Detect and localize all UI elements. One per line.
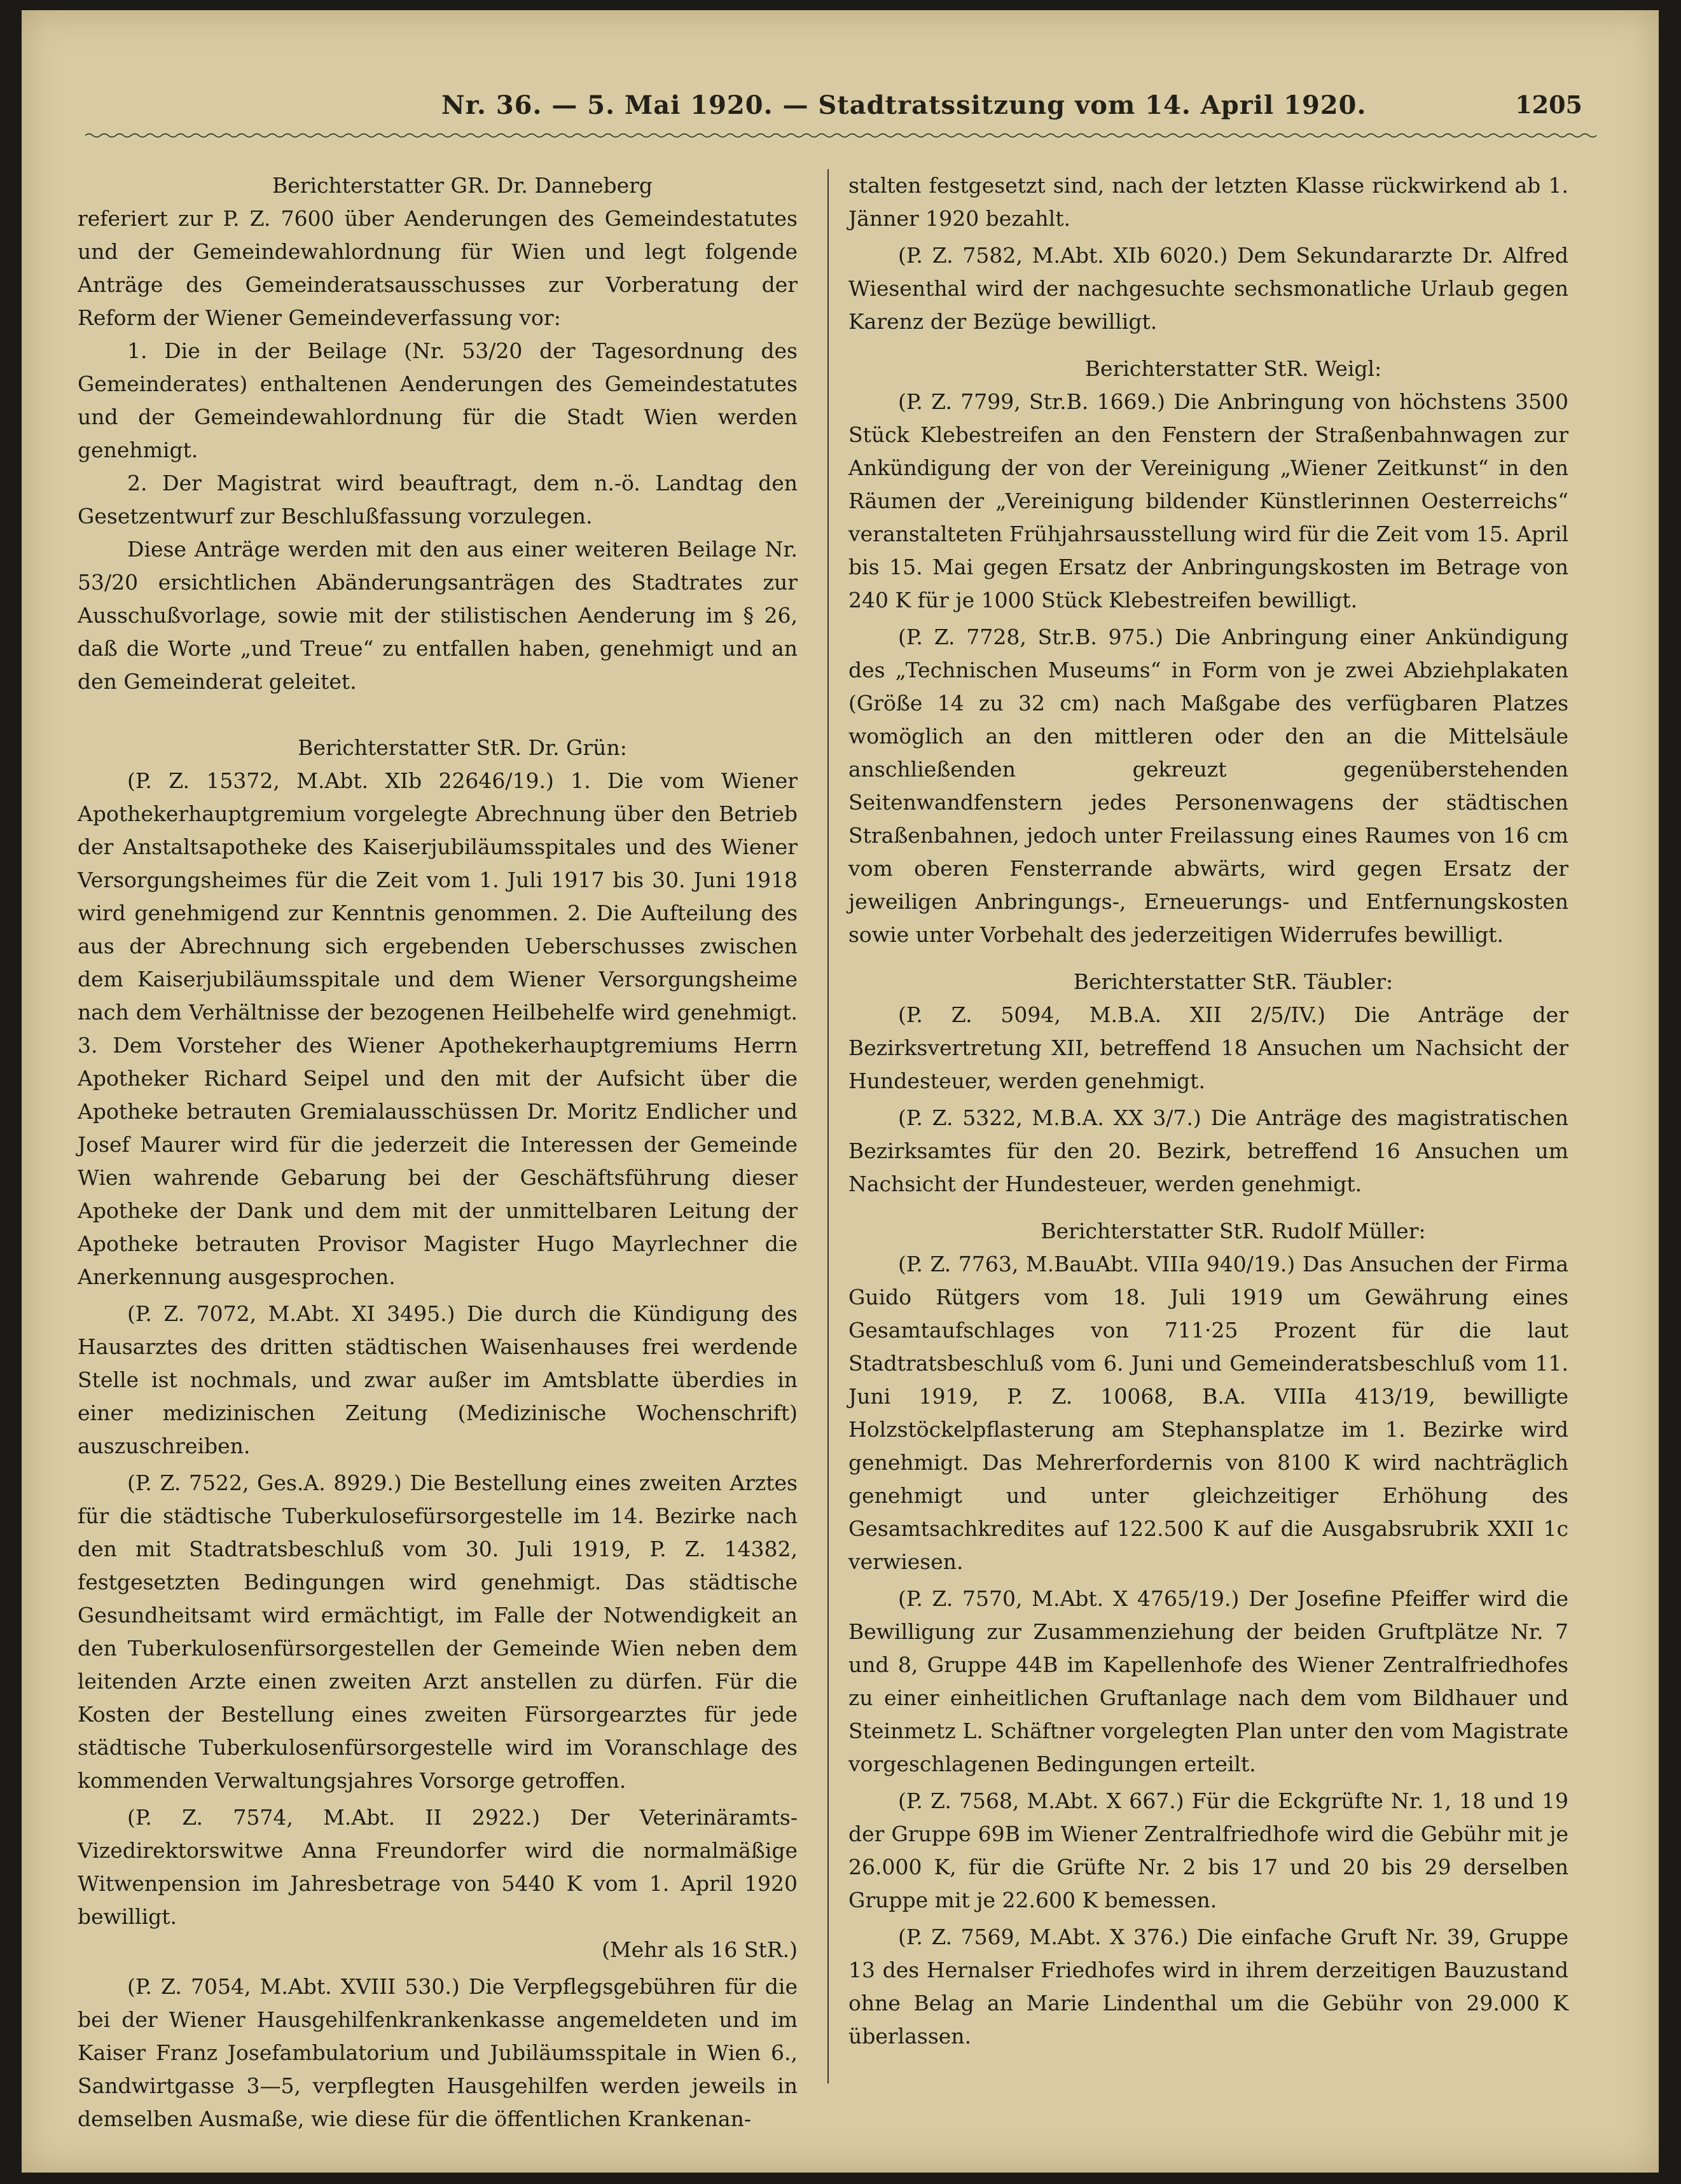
header-title: Nr. 36. — 5. Mai 1920. — Stadtratssitzung vom 14. April 1920. bbox=[441, 90, 1367, 120]
reporter-heading-gruen: Berichterstatter StR. Dr. Grün: bbox=[298, 735, 627, 760]
paragraph: (P. Z. 7569, M.Abt. X 376.) Die einfache Gruft Nr. 39, Gruppe 13 des Hernalser Friedhofes wird in ihrem derzeitigen Bauzustand ohne Belag an Marie Lindenthal um die Gebühr von 29.000 K überlassen. bbox=[848, 1925, 1568, 2049]
page-header bbox=[85, 79, 1608, 123]
reporter-heading-danneberg: Berichterstatter GR. Dr. Danneberg bbox=[272, 173, 653, 198]
paragraph: 1. Die in der Beilage (Nr. 53/20 der Tagesordnung des Gemeinderates) enthaltenen Aenderungen des Gemeindestatutes und der Gemeindewahlordnung für die Stadt Wien werden genehmigt. bbox=[78, 338, 798, 462]
paragraph: (P. Z. 5094, M.B.A. XII 2/5/IV.) Die Anträge der Bezirksvertretung XII, betreffend 18 Ansuchen um Nachsicht der Hundesteuer, werden genehmigt. bbox=[848, 1002, 1568, 1093]
paragraph: (P. Z. 7568, M.Abt. X 667.) Für die Eckgrüfte Nr. 1, 18 und 19 der Gruppe 69B im Wiener Zentralfriedhofe wird die Gebühr mit je 26.000 K, für die Grüfte Nr. 2 bis 17 und 20 bis 29 derselben Gruppe mit je 22.600 K bemessen. bbox=[848, 1788, 1568, 1912]
left-column bbox=[78, 169, 798, 2136]
paragraph: (P. Z. 5322, M.B.A. XX 3/7.) Die Anträge des magistratischen Bezirksamtes für den 20. Bezirk, betreffend 16 Ansuchen um Nachsicht der Hundesteuer, werden genehmigt. bbox=[848, 1105, 1568, 1196]
paragraph: referiert zur P. Z. 7600 über Aenderungen des Gemeindestatutes und der Gemeindewahlordnung für Wien und legt folgende Anträge des Gemeinderatsausschusses zur Vorberatung der Reform der Wiener Gemeindeverfassung vor: bbox=[78, 206, 798, 330]
page-number: 1205 bbox=[1515, 90, 1582, 119]
column-divider bbox=[827, 169, 829, 2084]
paragraph: (P. Z. 7582, M.Abt. XIb 6020.) Dem Sekundararzte Dr. Alfred Wiesenthal wird der nachgesuchte sechsmonatliche Urlaub gegen Karenz der Bezüge bewilligt. bbox=[848, 243, 1568, 334]
right-column bbox=[848, 169, 1568, 2053]
paragraph: (P. Z. 7799, Str.B. 1669.) Die Anbringung von höchstens 3500 Stück Klebestreifen an den Fenstern der Straßenbahnwagen zur Ankündigung der von der Vereinigung „Wiener Zeitkunst“ in den Räumen der „Vereinigung bildender Künstlerinnen Oesterreichs“ veranstalteten Frühjahrsausstellung wird für die Zeit vom 15. April bis 15. Mai gegen Ersatz der Anbringungskosten im Betrage von 240 K für je 1000 Stück Klebestreifen bewilligt. bbox=[848, 389, 1568, 612]
reporter-heading-mueller: Berichterstatter StR. Rudolf Müller: bbox=[1041, 1219, 1426, 1243]
paragraph: Diese Anträge werden mit den aus einer weiteren Beilage Nr. 53/20 ersichtlichen Abänderungsanträgen des Stadtrates zur Ausschußvorlage, sowie mit der stilistischen Aenderung im § 26, daß die Worte „und Treue“ zu entfallen haben, genehmigt und an den Gemeinderat geleitet. bbox=[78, 537, 798, 694]
paragraph: (P. Z. 7574, M.Abt. II 2922.) Der Veterinäramts-Vizedirektorswitwe Anna Freundorfer wird die normalmäßige Witwenpension im Jahresbetrage von 5440 K vom 1. April 1920 bewilligt. bbox=[78, 1805, 798, 1929]
paragraph: (P. Z. 7522, Ges.A. 8929.) Die Bestellung eines zweiten Arztes für die städtische Tuberkulosefürsorgestelle im 14. Bezirke nach den mit Stadtratsbeschluß vom 30. Juli 1919, P. Z. 14382, festgesetzten Bedingungen wird genehmigt. Das städtische Gesundheitsamt wird ermächtigt, im Falle der Notwendigkeit an den Tuberkulosenfürsorgestellen der Gemeinde Wien neben dem leitenden Arzte einen zweiten Arzt anstellen zu dürfen. Für die Kosten der Bestellung eines zweiten Fürsorgearztes für jede städtische Tuberkulosenfürsorgestelle wird im Voranschlage des kommenden Verwaltungsjahres Vorsorge getroffen. bbox=[78, 1470, 798, 1793]
paragraph: (P. Z. 7054, M.Abt. XVIII 530.) Die Verpflegsgebühren für die bei der Wiener Hausgehilfenkrankenkasse angemeldeten und im Kaiser Franz Josefambulatorium und Jubiläumsspitale in Wien 6., Sandwirtgasse 3—5, verpflegten Hausgehilfen werden jeweils in demselben Ausmaße, wie diese für die öffentlichen Krankenan- bbox=[78, 1974, 798, 2131]
paragraph: (P. Z. 7763, M.BauAbt. VIIIa 940/19.) Das Ansuchen der Firma Guido Rütgers vom 18. Juli 1919 um Gewährung eines Gesamtaufschlages von 711·25 Prozent für die laut Stadtratsbeschluß vom 6. Juni und Gemeinderatsbeschluß vom 11. Juni 1919, P. Z. 10068, B.A. VIIIa 413/19, bewilligte Holzstöckelpflasterung am Stephansplatze im 1. Bezirke wird genehmigt. Das Mehrerfordernis von 8100 K wird nachträglich genehmigt und unter gleichzeitiger Erhöhung des Gesamtsachkredites auf 122.500 K auf die Ausgabsrubrik XXII 1c verwiesen. bbox=[848, 1252, 1568, 1574]
reporter-heading-taeubler: Berichterstatter StR. Täubler: bbox=[1073, 969, 1394, 994]
paragraph: 2. Der Magistrat wird beauftragt, dem n.-ö. Landtag den Gesetzentwurf zur Beschlußfassung vorzulegen. bbox=[78, 471, 798, 529]
paragraph: stalten festgesetzt sind, nach der letzten Klasse rückwirkend ab 1. Jänner 1920 bezahlt. bbox=[848, 173, 1568, 231]
newspaper-page bbox=[22, 10, 1659, 2173]
paragraph: (P. Z. 7072, M.Abt. XI 3495.) Die durch die Kündigung des Hausarztes des dritten städtischen Waisenhauses frei werdende Stelle ist nochmals, und zwar außer im Amtsblatte überdies in einer medizinischen Zeitung (Medizinische Wochenschrift) auszuschreiben. bbox=[78, 1301, 798, 1458]
header-wavy-rule bbox=[85, 132, 1601, 139]
paragraph: (P. Z. 7570, M.Abt. X 4765/19.) Der Josefine Pfeiffer wird die Bewilligung zur Zusammenziehung der beiden Gruftplätze Nr. 7 und 8, Gruppe 44B im Kapellenhofe des Wiener Zentralfriedhofes zu einer einheitlichen Gruftanlage nach dem vom Bildhauer und Steinmetz L. Schäftner vorgelegten Plan unter den vom Magistrate vorgeschlagenen Bedingungen erteilt. bbox=[848, 1586, 1568, 1776]
paragraph: (P. Z. 15372, M.Abt. XIb 22646/19.) 1. Die vom Wiener Apothekerhauptgremium vorgelegte Abrechnung über den Betrieb der Anstaltsapotheke des Kaiserjubiläumsspitales und des Wiener Versorgungsheimes für die Zeit vom 1. Juli 1917 bis 30. Juni 1918 wird genehmigend zur Kenntnis genommen. 2. Die Aufteilung des aus der Abrechnung sich ergebenden Ueberschusses zwischen dem Kaiserjubiläumsspitale und dem Wiener Versorgungsheime nach dem Verhältnisse der bezogenen Heilbehelfe wird genehmigt. 3. Dem Vorsteher des Wiener Apothekerhauptgremiums Herrn Apotheker Richard Seipel und den mit der Aufsicht über die Apotheke betrauten Gremialausschüssen Dr. Moritz Endlicher und Josef Maurer wird für die jederzeit die Interessen der Gemeinde Wien wahrende Gebarung bei der Geschäftsführung dieser Apotheke der Dank und dem mit der unmittelbaren Leitung der Apotheke betrauten Provisor Magister Hugo Mayrlechner die Anerkennung ausgesprochen. bbox=[78, 768, 798, 1289]
reporter-heading-weigl: Berichterstatter StR. Weigl: bbox=[1084, 356, 1382, 381]
vote-note: (Mehr als 16 StR.) bbox=[602, 1937, 798, 1962]
paragraph: (P. Z. 7728, Str.B. 975.) Die Anbringung einer Ankündigung des „Technischen Museums“ in Form von je zwei Abziehplakaten (Größe 14 zu 32 cm) nach Maßgabe des verfügbaren Platzes womöglich an den mittleren oder den an die Mittelsäule anschließenden gekreuzt gegenüberstehenden Seitenwandfenstern jedes Personenwagens der städtischen Straßenbahnen, jedoch unter Freilassung eines Raumes von 16 cm vom oberen Fensterrande abwärts, wird gegen Ersatz der jeweiligen Anbringungs-, Erneuerungs- und Entfernungskosten sowie unter Vorbehalt des jederzeitigen Widerrufes bewilligt. bbox=[848, 625, 1568, 947]
